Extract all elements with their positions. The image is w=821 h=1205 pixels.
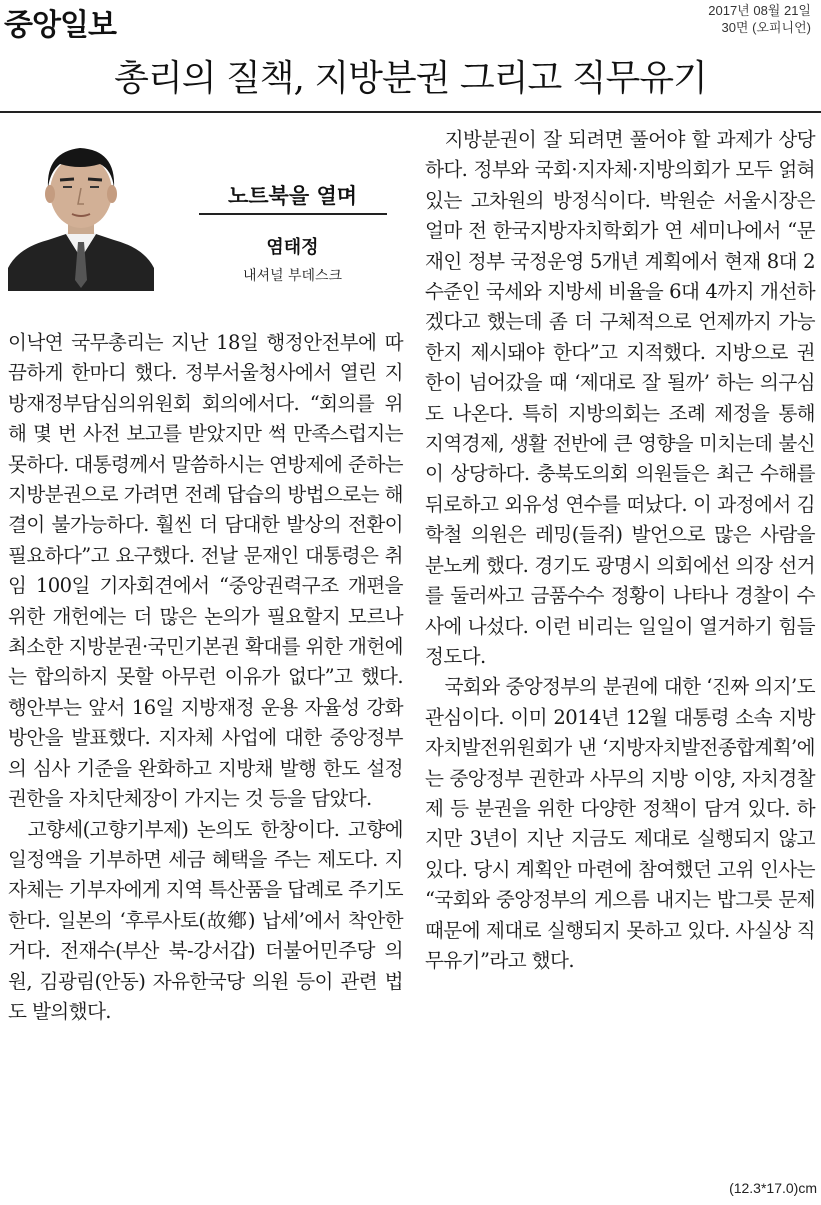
paragraph: 고향세(고향기부제) 논의도 한창이다. 고향에 일정액을 기부하면 세금 혜택을 주는 제도다. 지자체는 기부자에게 지역 특산품을 답례로 주기도 한다. 일본의 ‘후루사토(故鄕) 납세’에서 착안한 거다. 전재수(부산 북-강서갑) 더불어민주당 의원, 김광림(안동) 자유한국당 의원 등이 관련 법도 발의했다. <box>8 817 403 1023</box>
author-photo <box>8 130 154 291</box>
body-column-left <box>8 328 403 1027</box>
author-title: 내셔널 부데스크 <box>242 268 343 284</box>
publication-date: 2017년 08월 21일 <box>708 3 811 18</box>
headline-rule <box>0 111 821 113</box>
byline <box>170 180 415 285</box>
paragraph: 국회와 중앙정부의 분권에 대한 ‘진짜 의지’도 관심이다. 이미 2014년 12월 대통령 소속 지방자치발전위원회가 낸 ‘지방자치발전종합계획’에는 중앙정부 권한과 사무의 지방 이양, 자치경찰제 등 분권을 위한 다양한 정책이 담겨 있다. 하지만 3년이 지난 지금도 제대로 실행되지 않고 있다. 당시 계획안 마련에 참여했던 고위 인사는 “국회와 중앙정부의 게으름 내지는 밥그릇 문제 때문에 제대로 실행되지 못하고 있다. 사실상 직무유기”라고 했다. <box>425 675 815 972</box>
newspaper-logo: 중앙일보 <box>4 8 116 43</box>
author-name: 염태정 <box>266 237 319 258</box>
article-size-note: (12.3*17.0)cm <box>729 1180 817 1196</box>
body-column-right <box>425 125 815 976</box>
paragraph: 지방분권이 잘 되려면 풀어야 할 과제가 상당하다. 정부와 국회·지자체·지방의회가 모두 얽혀 있는 고차원의 방정식이다. 박원순 서울시장은 얼마 전 한국지방자치학회가 연 세미나에서 “문재인 정부 국정운영 5개년 계획에서 현재 8대 2 수준인 국세와 지방세 비율을 6대 4까지 개선하겠다고 했는데 좀 더 구체적으로 언제까지 가능한지 제시돼야 한다”고 지적했다. 지방으로 권한이 넘어갔을 때 ‘제대로 잘 될까’ 하는 의구심도 나온다. 특히 지방의회는 조례 제정을 통해 지역경제, 생활 전반에 큰 영향을 미치는데 불신이 상당하다. 충북도의회 의원들은 최근 수해를 뒤로하고 외유성 연수를 떠났다. 이 과정에서 김학철 의원은 레밍(들쥐) 발언으로 많은 사람을 분노케 했다. 경기도 광명시 의회에선 의장 선거를 둘러싸고 금품수수 정황이 나타나 경찰이 수사에 나섰다. 이런 비리는 일일이 열거하기 힘들 정도다. <box>425 128 815 668</box>
paragraph: 이낙연 국무총리는 지난 18일 행정안전부에 따끔하게 한마디 했다. 정부서울청사에서 열린 지방재정부담심의위원회 회의에서다. “회의를 위해 몇 번 사전 보고를 받았지만 썩 만족스럽지는 못하다. 대통령께서 말씀하시는 연방제에 준하는 지방분권으로 가려면 전례 답습의 방법으로는 해결이 불가능하다. 훨씬 더 담대한 발상의 전환이 필요하다”고 요구했다. 전날 문재인 대통령은 취임 100일 기자회견에서 “중앙권력구조 개편을 위한 개헌에는 더 많은 논의가 필요할지 모르나 최소한 지방분권·국민기본권 확대를 위한 개헌에는 합의하지 못할 아무런 이유가 없다”고 했다. 행안부는 앞서 16일 지방재정 운용 자율성 강화 방안을 발표했다. 지자체 사업에 대한 중앙정부의 심사 기준을 완화하고 지방채 발행 한도 설정 권한을 자치단체장이 가지는 것 등을 담았다. <box>8 331 403 811</box>
dateline <box>708 2 811 36</box>
author-portrait-image <box>8 130 154 291</box>
headline: 총리의 질책, 지방분권 그리고 직무유기 <box>114 58 707 99</box>
page-section: 30면 (오피니언) <box>721 20 811 35</box>
column-name: 노트북을 열며 <box>199 180 387 215</box>
